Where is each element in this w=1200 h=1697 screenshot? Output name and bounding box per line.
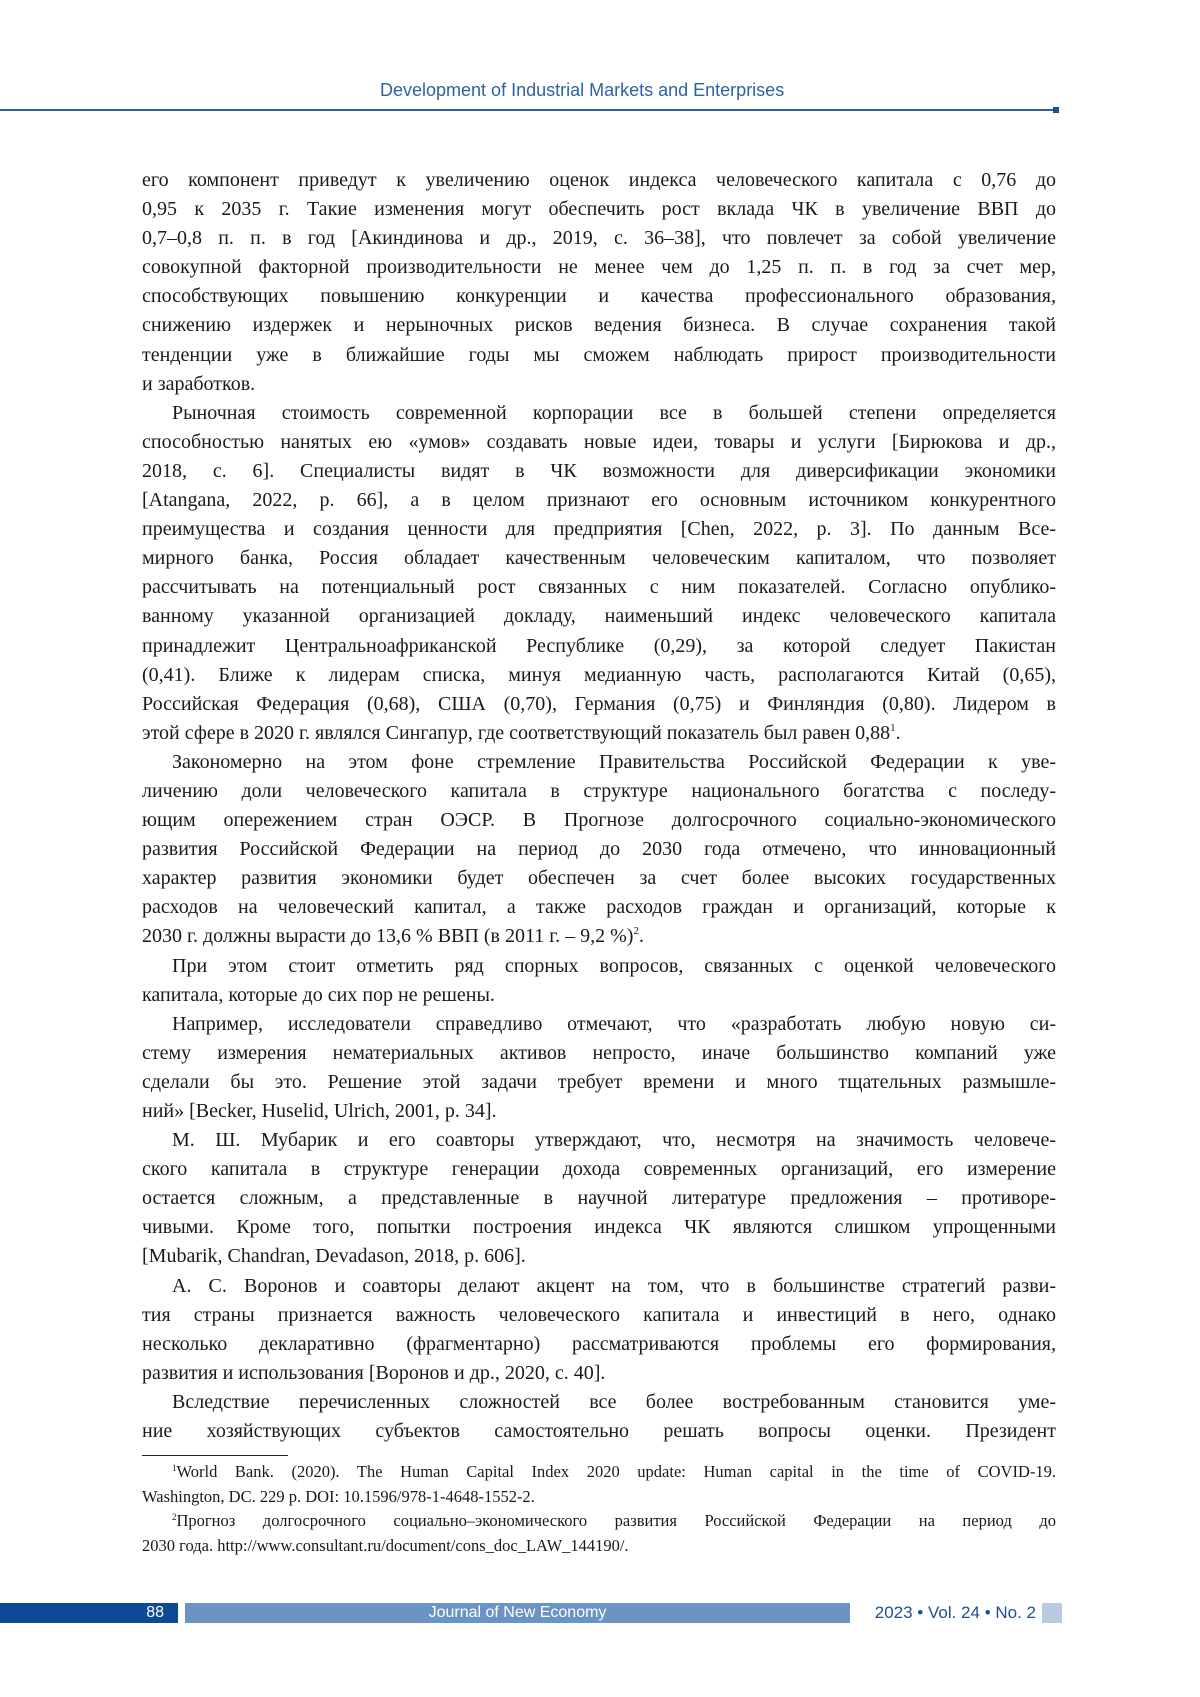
line-text: сделали бы это. Решение этой задачи требует времени и много тщательных размышле- (142, 1071, 1056, 1093)
text-line (142, 573, 1056, 602)
line-text: этой сфере в 2020 г. являлся Сингапур, где соответствующий показатель был равен 0,88 (142, 722, 890, 744)
body-text (142, 166, 1056, 1446)
footnote-ref: 1 (890, 722, 896, 734)
text-line (142, 224, 1056, 253)
line-text: принадлежит Центральноафриканской Республике (0,29), за которой следует Пакистан (142, 635, 1056, 657)
header-rule-end-marker (1053, 107, 1059, 113)
line-text: тия страны признается важность человеческого капитала и инвестиций в него, однако (142, 1304, 1056, 1326)
line-text: тенденции уже в ближайшие годы мы сможем наблюдать прирост производительности (142, 344, 1056, 366)
line-text: несколько декларативно (фрагментарно) рассматриваются проблемы его формирования, (142, 1333, 1056, 1355)
text-line (142, 399, 1056, 428)
text-line (142, 864, 1056, 893)
text-line (142, 457, 1056, 486)
text-line (142, 1184, 1056, 1213)
text-line (142, 515, 1056, 544)
paragraph (142, 1272, 1056, 1388)
journal-name: Journal of New Economy (185, 1603, 850, 1623)
line-text: совокупной факторной производительности не менее чем до 1,25 п. п. в год за счет мер, (142, 256, 1056, 278)
line-text: 2018, с. 6]. Специалисты видят в ЧК возможности для диверсификации экономики (142, 460, 1056, 482)
line-text: развития Российской Федерации на период до 2030 года отмечено, что инновационный (142, 838, 1056, 860)
line-text: рассчитывать на потенциальный рост связанных с ним показателей. Согласно опублико- (142, 576, 1056, 598)
text-line (142, 690, 1056, 719)
footnote (142, 1509, 1056, 1558)
footer-square-marker (1042, 1603, 1062, 1623)
line-text: [Atangana, 2022, p. 66], а в целом признают его основным источником конкурентного (142, 489, 1056, 511)
line-text: 2030 г. должны вырасти до 13,6 % ВВП (в 2011 г. – 9,2 %) (142, 925, 633, 947)
text-line (142, 1155, 1056, 1184)
footnote (142, 1460, 1056, 1509)
footnote-line (142, 1485, 1056, 1510)
paragraph (142, 166, 1056, 399)
line-text: его компонент приведут к увеличению оценок индекса человеческого капитала с 0,76 до (142, 169, 1056, 191)
footnote-number: 1 (172, 1463, 177, 1473)
page-number: 88 (146, 1604, 178, 1621)
text-line (142, 632, 1056, 661)
line-text: капитала, которые до сих пор не решены. (142, 984, 495, 1006)
line-text: мирного банка, Россия обладает качественным человеческим капиталом, что позволяет (142, 547, 1056, 569)
line-text: 0,95 к 2035 г. Такие изменения могут обеспечить рост вклада ЧК в увеличение ВВП до (142, 198, 1056, 220)
header-rule (0, 109, 1053, 111)
line-text: 0,7–0,8 п. п. в год [Акиндинова и др., 2019, с. 36–38], что повлечет за собой увеличение (142, 227, 1056, 249)
text-line (142, 1097, 1056, 1126)
footnote-line (142, 1534, 1056, 1559)
text-line (142, 166, 1056, 195)
text-line (142, 1359, 1056, 1388)
line-text: личению доли человеческого капитала в структуре национального богатства с последу- (142, 780, 1056, 802)
line-text: ние хозяйствующих субъектов самостоятельно решать вопросы оценки. Президент (142, 1420, 1056, 1442)
line-text-end: . (639, 925, 644, 947)
text-line (142, 282, 1056, 311)
text-line (142, 661, 1056, 690)
text-line (142, 544, 1056, 573)
text-line (142, 1272, 1056, 1301)
running-head-title: Development of Industrial Markets and Enterprises (380, 80, 784, 101)
text-line (142, 1417, 1056, 1446)
paragraph (142, 399, 1056, 748)
text-line (142, 806, 1056, 835)
line-text: Российская Федерация (0,68), США (0,70), Германия (0,75) и Финляндия (0,80). Лидером в (142, 693, 1056, 715)
line-text: При этом стоит отметить ряд спорных вопросов, связанных с оценкой человеческого (172, 955, 1056, 977)
text-line (142, 1213, 1056, 1242)
text-line (142, 1010, 1056, 1039)
footnote-text: World Bank. (2020). The Human Capital Index 2020 update: Human capital in the time of COVID-19. (177, 1462, 1057, 1481)
paragraph (142, 1010, 1056, 1126)
text-line (142, 341, 1056, 370)
line-text: характер развития экономики будет обеспечен за счет более высоких государственных (142, 867, 1056, 889)
text-line (142, 835, 1056, 864)
text-line (142, 602, 1056, 631)
line-text: ний» [Becker, Huselid, Ulrich, 2001, p. 34]. (142, 1100, 497, 1122)
line-text-end: . (896, 722, 901, 744)
line-text: способностью нанятых ею «умов» создавать новые идеи, товары и услуги [Бирюкова и др., (142, 431, 1056, 453)
line-text: Рыночная стоимость современной корпорации все в большей степени определяется (172, 402, 1056, 424)
text-line (142, 922, 1056, 951)
line-text: Например, исследователи справедливо отмечают, что «разработать любую новую си- (172, 1013, 1056, 1035)
footnote-line (142, 1460, 1056, 1485)
line-text: расходов на человеческий капитал, а также расходов граждан и организаций, которые к (142, 896, 1056, 918)
line-text: и заработков. (142, 373, 255, 395)
line-text: преимущества и создания ценности для предприятия [Chen, 2022, p. 3]. По данным Все- (142, 518, 1056, 540)
text-line (142, 719, 1056, 748)
issue-info: 2023 • Vol. 24 • No. 2 (856, 1603, 1036, 1623)
footnote-text: Прогноз долгосрочного социально–экономического развития Российской Федерации на период до (177, 1511, 1057, 1530)
text-line (142, 1242, 1056, 1271)
line-text: Закономерно на этом фоне стремление Правительства Российской Федерации к уве- (172, 751, 1056, 773)
line-text: ющим опережением стран ОЭСР. В Прогнозе долгосрочного социально-экономического (142, 809, 1056, 831)
line-text: (0,41). Ближе к лидерам списка, минуя медианную часть, располагаются Китай (0,65), (142, 664, 1056, 686)
line-text: Вследствие перечисленных сложностей все более востребованным становится уме- (172, 1391, 1056, 1413)
text-line (142, 1330, 1056, 1359)
text-line (142, 253, 1056, 282)
line-text: [Mubarik, Chandran, Devadason, 2018, p. 606]. (142, 1245, 526, 1267)
paragraph (142, 952, 1056, 1010)
paragraph (142, 748, 1056, 952)
line-text: ванному указанной организацией докладу, наименьший индекс человеческого капитала (142, 605, 1056, 627)
text-line (142, 486, 1056, 515)
footnotes (142, 1460, 1056, 1558)
footnote-text: 2030 года. http://www.consultant.ru/document/cons_doc_LAW_144190/. (142, 1536, 629, 1555)
text-line (142, 893, 1056, 922)
line-text: чивыми. Кроме того, попытки построения индекса ЧК являются слишком упрощенными (142, 1216, 1056, 1238)
text-line (142, 370, 1056, 399)
text-line (142, 1301, 1056, 1330)
text-line (142, 1126, 1056, 1155)
paragraph (142, 1126, 1056, 1271)
text-line (142, 1388, 1056, 1417)
line-text: способствующих повышению конкуренции и качества профессионального образования, (142, 285, 1056, 307)
text-line (142, 428, 1056, 457)
footnote-number: 2 (172, 1512, 177, 1522)
page-number-box (0, 1603, 178, 1623)
text-line (142, 777, 1056, 806)
text-line (142, 981, 1056, 1010)
line-text: М. Ш. Мубарик и его соавторы утверждают, что, несмотря на значимость человече- (172, 1129, 1056, 1151)
text-line (142, 1039, 1056, 1068)
text-line (142, 195, 1056, 224)
line-text: стему измерения нематериальных активов непросто, иначе большинство компаний уже (142, 1042, 1056, 1064)
footnote-line (142, 1509, 1056, 1534)
footnote-ref: 2 (633, 925, 639, 937)
text-line (142, 311, 1056, 340)
text-line (142, 1068, 1056, 1097)
line-text: снижению издержек и нерыночных рисков ведения бизнеса. В случае сохранения такой (142, 314, 1056, 336)
paragraph (142, 1388, 1056, 1446)
line-text: развития и использования [Воронов и др., 2020, с. 40]. (142, 1362, 605, 1384)
footnote-rule (142, 1455, 288, 1456)
line-text: остается сложным, а представленные в научной литературе предложения – противоре- (142, 1187, 1056, 1209)
text-line (142, 952, 1056, 981)
text-line (142, 748, 1056, 777)
line-text: ского капитала в структуре генерации дохода современных организаций, его измерение (142, 1158, 1056, 1180)
line-text: А. С. Воронов и соавторы делают акцент на том, что в большинстве стратегий разви- (172, 1275, 1056, 1297)
footnote-text: Washington, DC. 229 p. DOI: 10.1596/978-1-4648-1552-2. (142, 1487, 535, 1506)
